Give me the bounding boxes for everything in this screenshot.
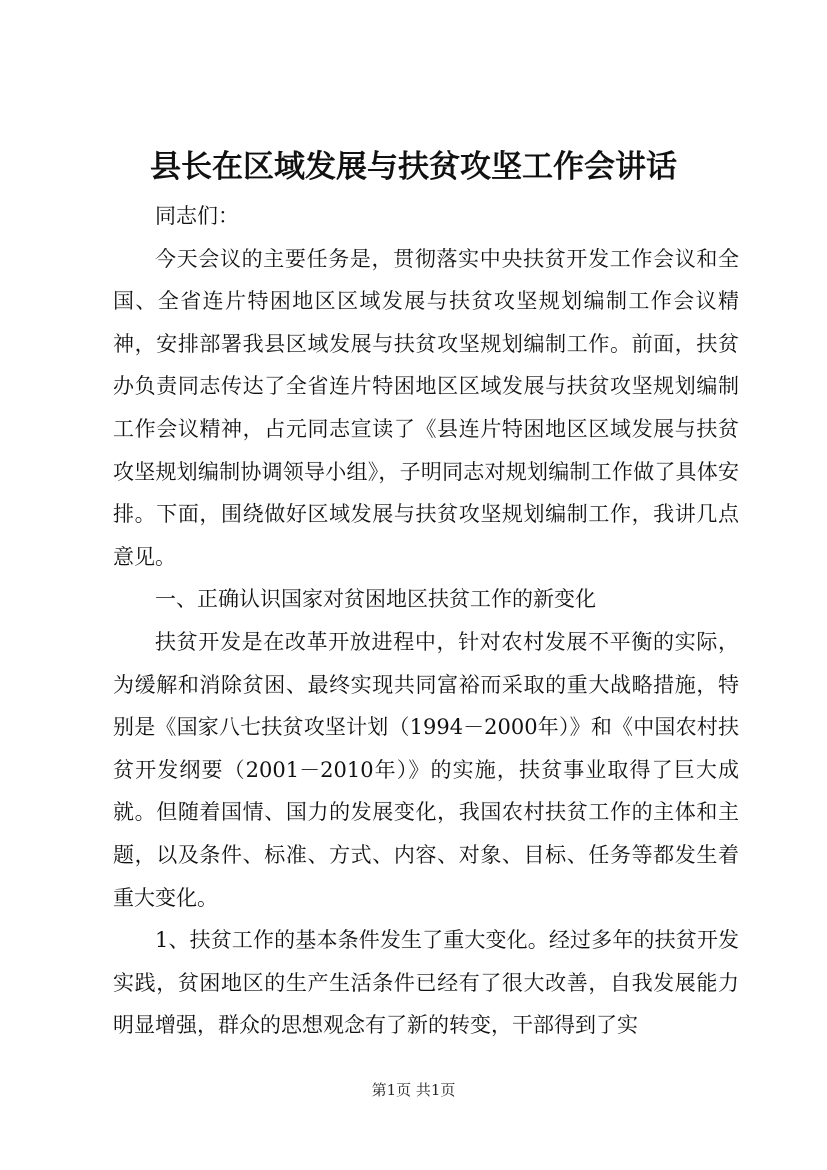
section-heading-1: 一、正确认识国家对贫困地区扶贫工作的新变化 [155, 587, 596, 612]
section-1-paragraph: 扶贫开发是在改革开放进程中，针对农村发展不平衡的实际，为缓解和消除贫困、最终实现共同富裕而采取的重大战略措施，特别是《国家八七扶贫攻坚计划（1994－2000年）》和《中国农村扶贫开发纲要（2001－2010年）》的实施，扶贫事业取得了巨大成就。但随着国情、国力的发展变化，我国农村扶贫工作的主体和主题，以及条件、标准、方式、内容、对象、目标、任务等都发生着重大变化。 [113, 629, 739, 910]
document-body [113, 195, 739, 1047]
intro-paragraph: 今天会议的主要任务是，贯彻落实中央扶贫开发工作会议和全国、全省连片特困地区区域发展与扶贫攻坚规划编制工作会议精神，安排部署我县区域发展与扶贫攻坚规划编制工作。前面，扶贫办负责同志传达了全省连片特困地区区域发展与扶贫攻坚规划编制工作会议精神，占元同志宣读了《县连片特困地区区域发展与扶贫攻坚规划编制协调领导小组》，子明同志对规划编制工作做了具体安排。下面，围绕做好区域发展与扶贫攻坚规划编制工作，我讲几点意见。 [113, 246, 739, 569]
document-title: 县长在区域发展与扶贫攻坚工作会讲话 [150, 149, 677, 185]
page-footer: 第1页 共1页 [371, 1081, 456, 1099]
point-1-paragraph: 1、扶贫工作的基本条件发生了重大变化。经过多年的扶贫开发实践，贫困地区的生产生活条件已经有了很大改善，自我发展能力明显增强，群众的思想观念有了新的转变，干部得到了实 [113, 928, 739, 1038]
salutation-paragraph: 同志们： [155, 204, 239, 228]
